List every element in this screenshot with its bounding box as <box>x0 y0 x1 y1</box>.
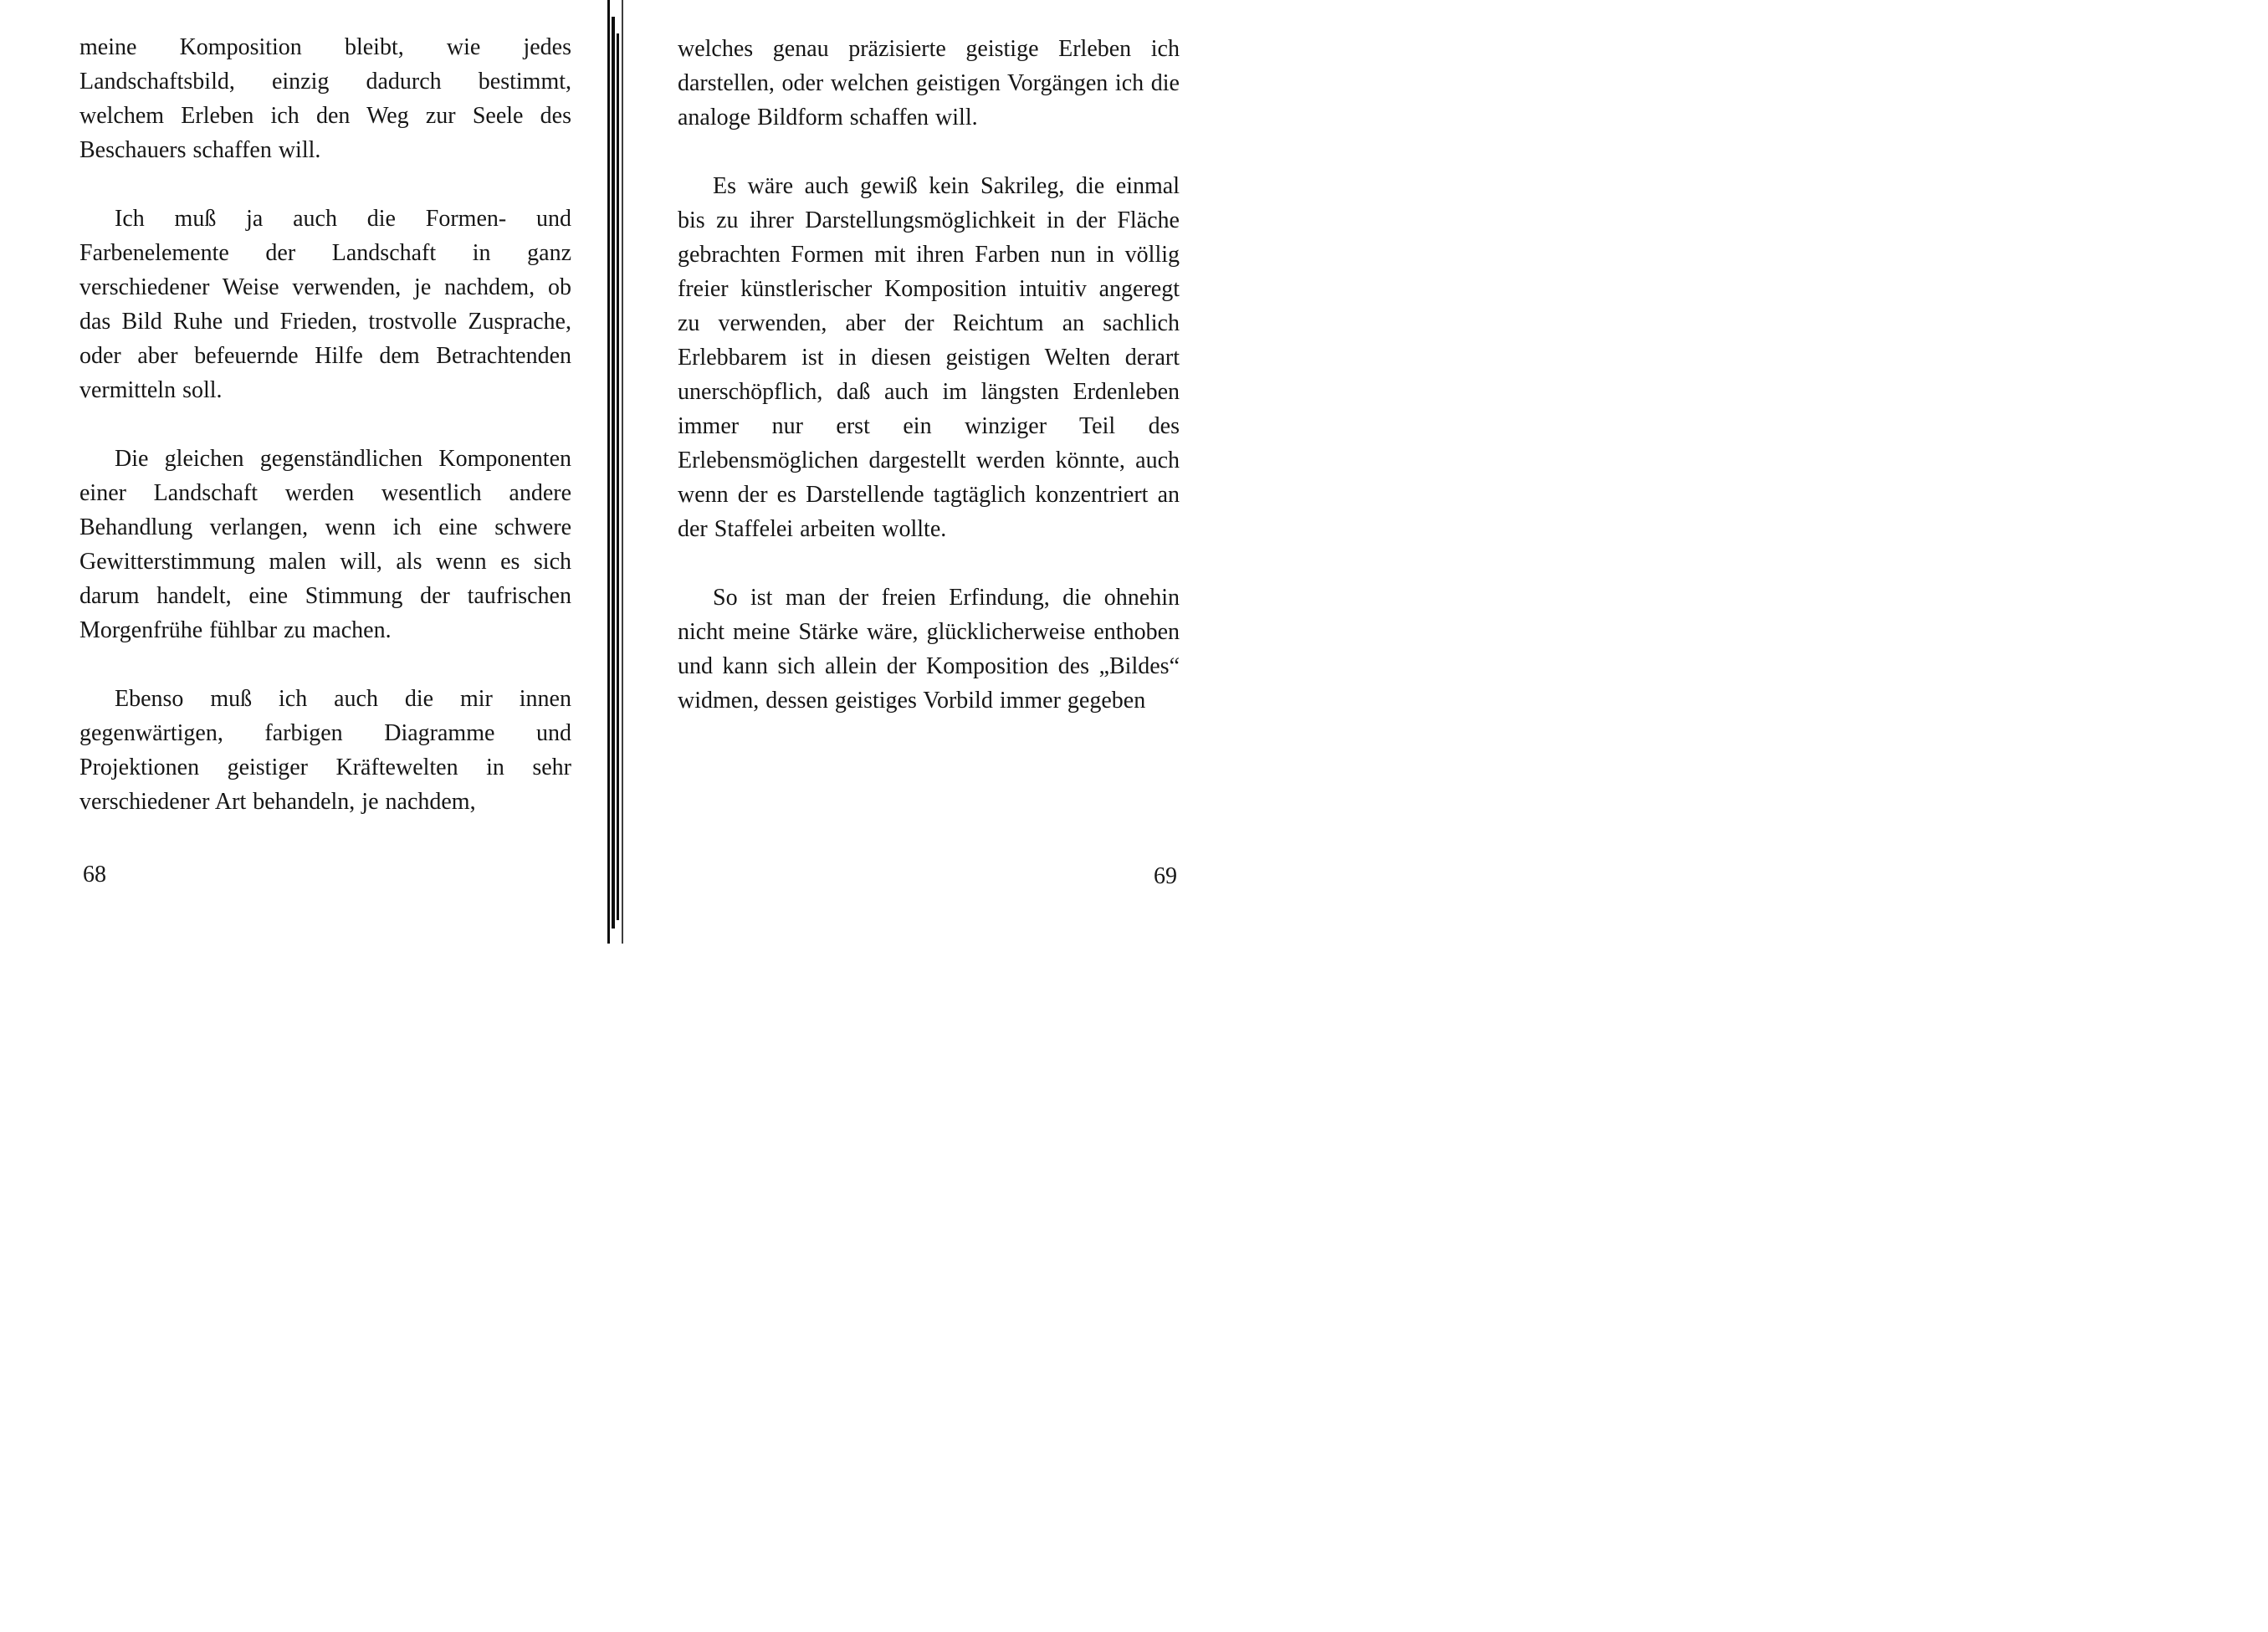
paragraph: welches genau präzisierte geistige Erleben ich darstellen, oder welchen geistigen Vorgängen ich die analoge Bildform schaffen will. <box>678 36 1180 130</box>
left-page-text <box>79 30 571 819</box>
gutter-line <box>607 0 610 944</box>
paragraph: Die gleichen gegenständlichen Komponenten einer Landschaft werden wesentlich andere Behandlung verlangen, wenn ich eine schwere Gewitterstimmung malen will, als wenn es sich darum handelt, eine Stimmung der taufrischen Morgenfrühe fühlbar zu machen. <box>79 446 571 643</box>
gutter-line <box>622 0 623 944</box>
right-page-text <box>678 32 1180 718</box>
paragraph: meine Komposition bleibt, wie jedes Landschaftsbild, einzig dadurch bestimmt, welchem Erleben ich den Weg zur Seele des Beschauers schaffen will. <box>79 34 571 163</box>
left-page <box>0 0 609 944</box>
right-page <box>629 0 1312 944</box>
gutter-line <box>612 17 615 929</box>
book-gutter <box>604 0 629 944</box>
paragraph: Ebenso muß ich auch die mir innen gegenwärtigen, farbigen Diagramme und Projektionen geistiger Kräftewelten in sehr verschiedener Art behandeln, je nachdem, <box>79 686 571 815</box>
paragraph: Ich muß ja auch die Formen- und Farbenelemente der Landschaft in ganz verschiedener Weise verwenden, je nachdem, ob das Bild Ruhe und Frieden, trostvolle Zusprache, oder aber befeuernde Hilfe dem Betrachtenden vermitteln soll. <box>79 206 571 403</box>
paragraph: So ist man der freien Erfindung, die ohnehin nicht meine Stärke wäre, glücklicherweise enthoben und kann sich allein der Komposition des „Bildes“ widmen, dessen geistiges Vorbild immer gegeben <box>678 585 1180 714</box>
paragraph: Es wäre auch gewiß kein Sakrileg, die einmal bis zu ihrer Darstellungsmöglichkeit in der Fläche gebrachten Formen mit ihren Farben nun in völlig freier künstlerischer Komposition intuitiv angeregt zu verwenden, aber der Reichtum an sachlich Erlebbarem ist in diesen geistigen Welten derart unerschöpflich, daß auch im längsten Erdenleben immer nur erst ein winziger Teil des Erlebensmöglichen dargestellt werden könnte, auch wenn der es Darstellende tagtäglich konzentriert an der Staffelei arbeiten wollte. <box>678 173 1180 542</box>
gutter-line <box>617 33 619 920</box>
page-number: 69 <box>1154 863 1177 889</box>
page-number: 68 <box>83 862 106 888</box>
